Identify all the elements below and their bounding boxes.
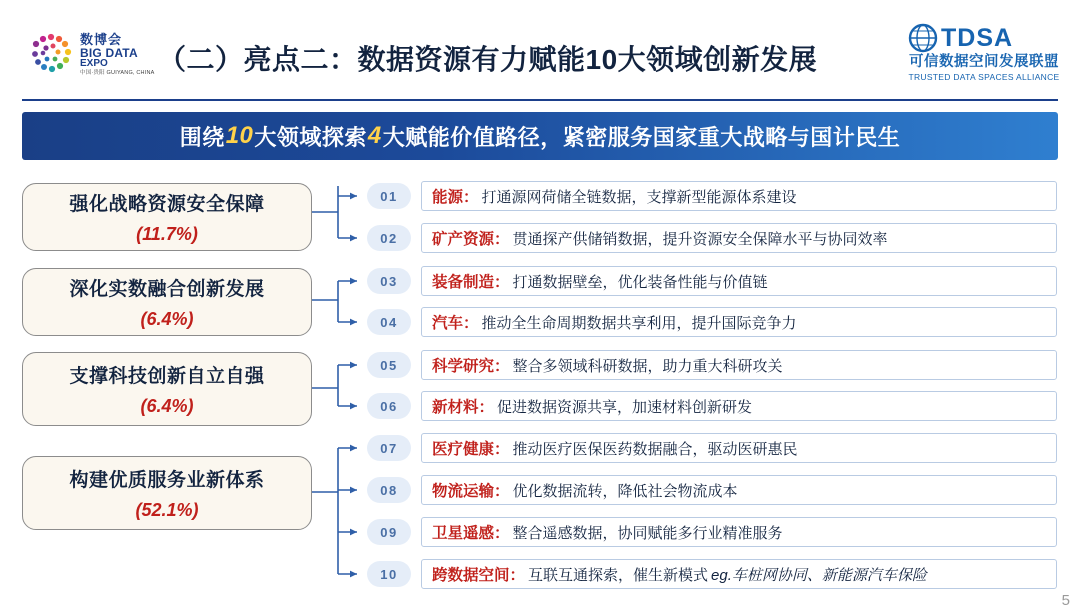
item-number-badge: 10 [367, 561, 411, 587]
item-content [421, 223, 1057, 253]
item-description: 互联互通探索，催生新模式 [528, 566, 709, 584]
bigdata-expo-logo [22, 24, 172, 86]
banner-highlight-10: 10 [225, 122, 254, 149]
banner-highlight-4: 4 [367, 122, 382, 149]
item-content [421, 266, 1057, 296]
item-number-badge: 08 [367, 477, 411, 503]
category-percentage: (52.1%) [135, 500, 199, 520]
item-number-badge: 02 [367, 225, 411, 251]
banner-part2: 大领域探索 [254, 124, 367, 150]
category-percentage: (11.7%) [136, 224, 198, 244]
category-percentage: (6.4%) [140, 396, 194, 416]
list-item-05[interactable] [367, 350, 1057, 380]
item-number-badge: 01 [367, 183, 411, 209]
item-description-emphasis: eg.车桩网协同、新能源汽车保险 [711, 566, 927, 584]
category-title: 深化实数融合创新发展 [69, 279, 265, 300]
item-keyword: 卫星遥感： [432, 525, 510, 542]
item-description: 整合遥感数据，协同赋能多行业精准服务 [512, 524, 783, 542]
item-keyword: 矿产资源： [432, 231, 510, 248]
expo-logo-en2: EXPO [80, 58, 108, 70]
item-description: 打通数据壁垒，优化装备性能与价值链 [512, 273, 768, 291]
list-item-08[interactable] [367, 475, 1057, 505]
page-title: （二）亮点二：数据资源有力赋能10大领域创新发展 [158, 44, 818, 75]
item-description: 推动全生命周期数据共享利用，提升国际竞争力 [481, 314, 797, 332]
item-number-badge: 07 [367, 435, 411, 461]
item-description: 贯通探产供储销数据，提升资源安全保障水平与协同效率 [512, 230, 888, 248]
category-box-4[interactable] [22, 456, 312, 530]
category-box-3[interactable] [22, 352, 312, 426]
item-keyword: 装备制造： [432, 274, 510, 291]
category-percentage: (6.4%) [140, 309, 194, 329]
expo-logo-en1: BIG DATA [80, 45, 138, 60]
item-content [421, 391, 1057, 421]
list-item-07[interactable] [367, 433, 1057, 463]
header-divider [22, 99, 1058, 101]
item-content [421, 433, 1057, 463]
bigdata-expo-logo-text [80, 33, 155, 77]
item-description: 整合多领域科研数据，助力重大科研攻关 [512, 357, 783, 375]
item-keyword: 跨数据空间： [432, 567, 526, 584]
item-keyword: 汽车： [432, 315, 479, 332]
item-content [421, 517, 1057, 547]
category-title: 构建优质服务业新体系 [69, 470, 265, 491]
item-keyword: 科学研究： [432, 358, 510, 375]
expo-logo-cn: 数博会 [80, 32, 123, 48]
item-content [421, 475, 1057, 505]
tdsa-abbr: TDSA [941, 24, 1014, 52]
item-number-badge: 09 [367, 519, 411, 545]
list-item-06[interactable] [367, 391, 1057, 421]
banner-part3: 大赋能价值路径，紧密服务国家重大战略与国计民生 [382, 124, 901, 150]
item-keyword: 医疗健康： [432, 441, 510, 458]
banner-part1: 围绕 [179, 124, 225, 150]
swirl-logo-icon [22, 28, 76, 82]
category-box-2[interactable] [22, 268, 312, 336]
list-item-09[interactable] [367, 517, 1057, 547]
item-number-badge: 04 [367, 309, 411, 335]
list-item-01[interactable] [367, 181, 1057, 211]
tdsa-en-name: TRUSTED DATA SPACES ALLIANCE [908, 72, 1060, 82]
item-number-badge: 03 [367, 268, 411, 294]
tdsa-logo-top [908, 22, 1060, 54]
list-item-02[interactable] [367, 223, 1057, 253]
item-description: 推动医疗医保医药数据融合，驱动医研惠民 [512, 440, 798, 458]
slide-header [0, 0, 1080, 100]
banner [22, 112, 1058, 160]
item-number-badge: 06 [367, 393, 411, 419]
item-content [421, 350, 1057, 380]
item-content [421, 559, 1057, 589]
list-item-04[interactable] [367, 307, 1057, 337]
item-description: 优化数据流转，降低社会物流成本 [512, 482, 738, 500]
category-title: 强化战略资源安全保障 [69, 194, 265, 215]
item-description: 打通源网荷储全链数据，支撑新型能源体系建设 [481, 188, 797, 206]
tdsa-cn-name: 可信数据空间发展联盟 [909, 54, 1059, 70]
item-content [421, 307, 1057, 337]
item-description: 促进数据资源共享，加速材料创新研发 [497, 398, 753, 416]
list-item-10[interactable] [367, 559, 1057, 589]
globe-icon [908, 23, 938, 53]
list-item-03[interactable] [367, 266, 1057, 296]
expo-logo-location: 中国·贵阳 GUIYANG, CHINA [80, 69, 155, 76]
page-number: 5 [1061, 592, 1070, 609]
item-keyword: 新材料： [432, 399, 495, 416]
item-number-badge: 05 [367, 352, 411, 378]
item-keyword: 物流运输： [432, 483, 510, 500]
category-box-1[interactable] [22, 183, 312, 251]
category-title: 支撑科技创新自立自强 [69, 366, 265, 387]
item-content [421, 181, 1057, 211]
tdsa-logo [908, 22, 1060, 88]
item-keyword: 能源： [432, 189, 479, 206]
